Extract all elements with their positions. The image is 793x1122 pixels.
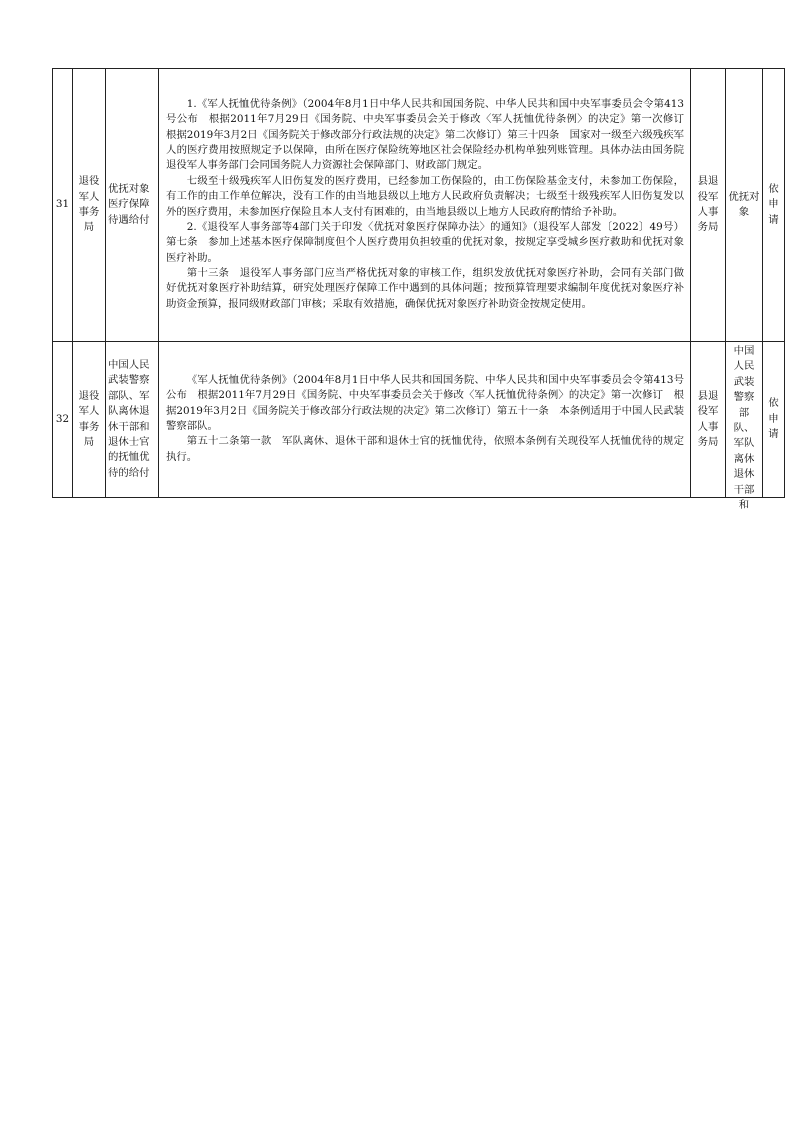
service-items-table xyxy=(52,68,785,511)
item-type: 依申请 xyxy=(763,69,785,342)
table-row xyxy=(53,69,785,342)
item-name: 优抚对象医疗保障待遇给付 xyxy=(106,69,159,342)
implementing-department: 退役军人事务局 xyxy=(73,69,106,342)
basis-paragraph: 2.《退役军人事务部等4部门关于印发〈优抚对象医疗保障办法〉的通知》（退役军人部发〔2022〕49号）第七条 参加上述基本医疗保障制度但个人医疗费用负担较重的优抚对象，按规定享受城乡医疗救助和优抚对象医疗补助。 xyxy=(166,220,684,264)
implementing-department: 退役军人事务局 xyxy=(73,342,106,498)
responsible-organization: 县退役军人事务局 xyxy=(691,69,726,342)
row-number: 31 xyxy=(53,69,73,342)
row-number: 32 xyxy=(53,342,73,498)
item-name: 中国人民武装警察部队、军队离休退休干部和退休士官的抚恤优待的给付 xyxy=(106,342,159,498)
service-object: 优抚对象 xyxy=(726,69,763,342)
item-type: 依申请 xyxy=(763,342,785,498)
basis-paragraph: 第十三条 退役军人事务部门应当严格优抚对象的审核工作，组织发放优抚对象医疗补助，会同有关部门做好优抚对象医疗补助结算，研究处理医疗保障工作中遇到的具体问题；按预算管理要求编制年度优抚对象医疗补助资金预算，报同级财政部门审核；采取有效措施，确保优抚对象医疗补助资金按规定使用。 xyxy=(166,267,684,310)
legal-basis xyxy=(159,342,691,498)
responsible-organization: 县退役军人事务局 xyxy=(691,342,726,498)
table-row xyxy=(53,342,785,498)
basis-paragraph: 1.《军人抚恤优待条例》（2004年8月1日中华人民共和国国务院、中华人民共和国中央军事委员会令第413号公布 根据2011年7月29日《国务院、中央军事委员会关于修改〈军人抚恤优待条例〉的决定》第一次修订 根据2019年3月2日《国务院关于修改部分行政法规的决定》第二次修订）第三十四条 国家对一级至六级残疾军人的医疗费用按照规定予以保障，由所在医疗保险统筹地区社会保险经办机构单独列账管理。具体办法由国务院退役军人事务部门会同国务院人力资源社会保障部门、财政部门规定。 xyxy=(166,97,695,172)
basis-paragraph: 《军人抚恤优待条例》（2004年8月1日中华人民共和国国务院、中华人民共和国中央军事委员会令第413号公布 根据2011年7月29日《国务院、中央军事委员会关于修改〈军人抚恤优待条例〉的决定》第一次修订 根据2019年3月2日《国务院关于修改部分行政法规的决定》第二次修订）第五十一条 本条例适用于中国人民武装警察部队。 xyxy=(166,373,684,432)
legal-basis xyxy=(159,69,695,342)
basis-paragraph: 七级至十级残疾军人旧伤复发的医疗费用，已经参加工伤保险的，由工伤保险基金支付，未参加工伤保险，有工作的由工作单位解决，没有工作的由当地县级以上地方人民政府负责解决；七级至十级残疾军人旧伤复发以外的医疗费用，未参加医疗保险且本人支付有困难的，由当地县级以上地方人民政府酌情给予补助。 xyxy=(166,174,684,218)
service-object: 中国人民武装警察部队、军队离休退休干部和 xyxy=(726,342,763,498)
basis-paragraph: 第五十二条第一款 军队离休、退休干部和退休士官的抚恤优待，依照本条例有关现役军人抚恤优待的规定执行。 xyxy=(166,435,684,463)
